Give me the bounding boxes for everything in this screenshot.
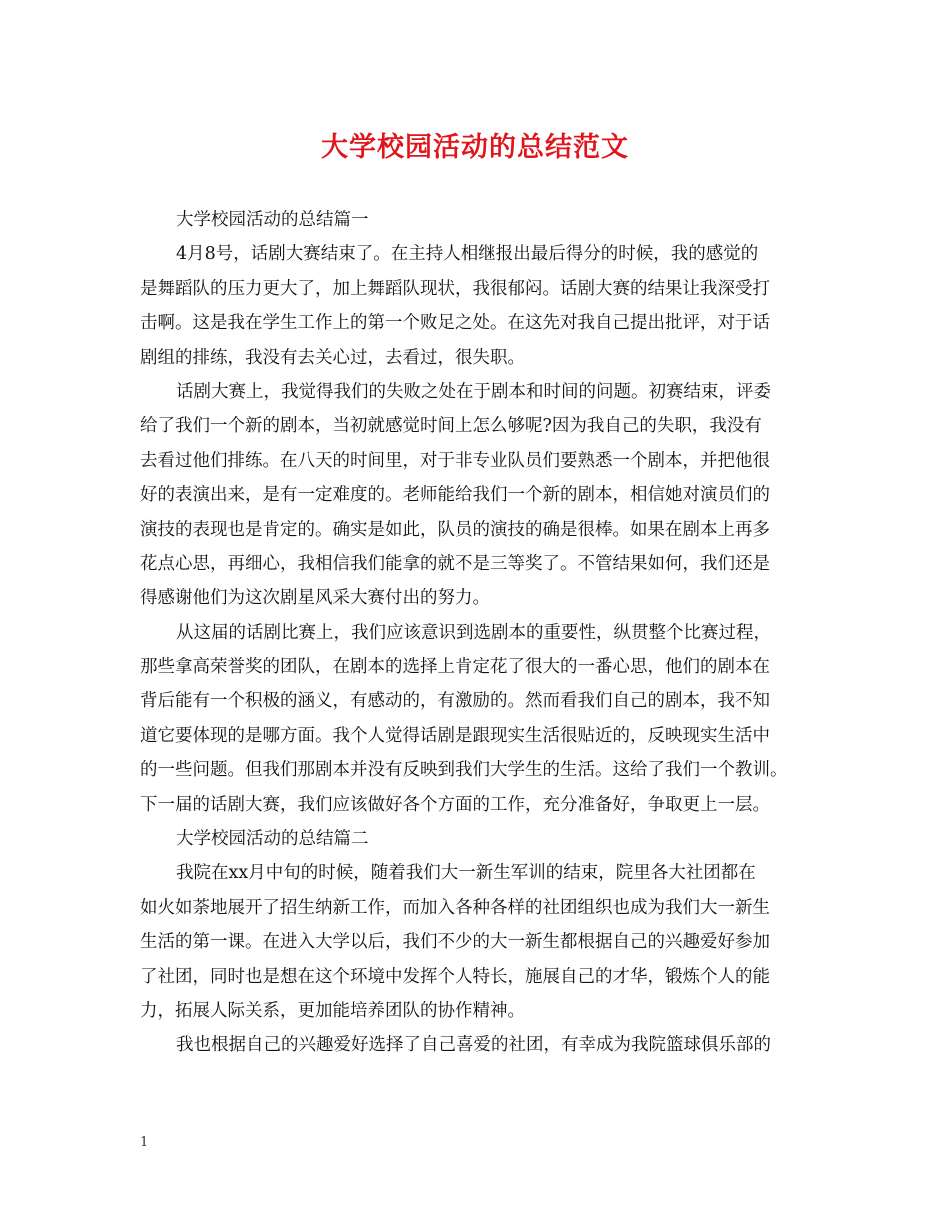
section-heading-1: 大学校园活动的总结篇一 [176,210,369,230]
text-line: 生活的第一课。在进入大学以后，我们不少的大一新生都根据自己的兴趣爱好参加 [140,932,770,953]
text-line: 剧组的排练，我没有去关心过，去看过，很失职。 [140,347,525,368]
text-line: 4月8号，话剧大赛结束了。在主持人相继报出最后得分的时候，我的感觉的 [176,244,759,265]
text-line: 得感谢他们为这次剧星风采大赛付出的努力。 [140,588,490,609]
text-line: 那些拿高荣誉奖的团队，在剧本的选择上肯定花了很大的一番心思，他们的剧本在 [140,657,770,678]
document-body [140,203,830,1063]
text-line: 给了我们一个新的剧本，当初就感觉时间上怎么够呢?因为我自己的失职，我没有 [140,416,762,437]
text-line: 力，拓展人际关系，更加能培养团队的协作精神。 [140,1000,525,1021]
text-line: 了社团，同时也是想在这个环境中发挥个人特长，施展自己的才华，锻炼个人的能 [140,966,770,987]
text-line: 道它要体现的是哪方面。我个人觉得话剧是跟现实生活很贴近的，反映现实生活中 [140,725,770,746]
document-title: 大学校园活动的总结范文 [321,132,629,163]
text-line: 是舞蹈队的压力更大了，加上舞蹈队现状，我很郁闷。话剧大赛的结果让我深受打 [140,278,770,299]
text-line: 花点心思，再细心，我相信我们能拿的就不是三等奖了。不管结果如何，我们还是 [140,553,770,574]
text-line: 去看过他们排练。在八天的时间里，对于非专业队员们要熟悉一个剧本，并把他很 [140,450,770,471]
text-line: 话剧大赛上，我觉得我们的失败之处在于剧本和时间的问题。初赛结束，评委 [176,381,771,402]
text-line: 下一届的话剧大赛，我们应该做好各个方面的工作，充分准备好，争取更上一层。 [140,794,770,815]
text-line: 背后能有一个积极的涵义，有感动的，有激励的。然而看我们自己的剧本，我不知 [140,691,770,712]
text-line: 的一些问题。但我们那剧本并没有反映到我们大学生的生活。这给了我们一个教训。 [140,760,788,781]
text-line: 演技的表现也是肯定的。确实是如此，队员的演技的确是很棒。如果在剧本上再多 [140,519,770,540]
text-line: 好的表演出来，是有一定难度的。老师能给我们一个新的剧本，相信她对演员们的 [140,485,770,506]
page-number: 1 [140,1135,149,1150]
text-line: 我院在xx月中旬的时候，随着我们大一新生军训的结束，院里各大社团都在 [176,863,756,884]
text-line: 如火如荼地展开了招生纳新工作，而加入各种各样的社团组织也成为我们大一新生 [140,897,770,918]
text-line: 从这届的话剧比赛上，我们应该意识到选剧本的重要性，纵贯整个比赛过程， [176,622,771,643]
text-line: 击啊。这是我在学生工作上的第一个败足之处。在这先对我自己提出批评，对于话 [140,313,770,334]
section-heading-2: 大学校园活动的总结篇二 [176,829,369,850]
text-line: 我也根据自己的兴趣爱好选择了自己喜爱的社团，有幸成为我院篮球俱乐部的 [176,1035,771,1056]
